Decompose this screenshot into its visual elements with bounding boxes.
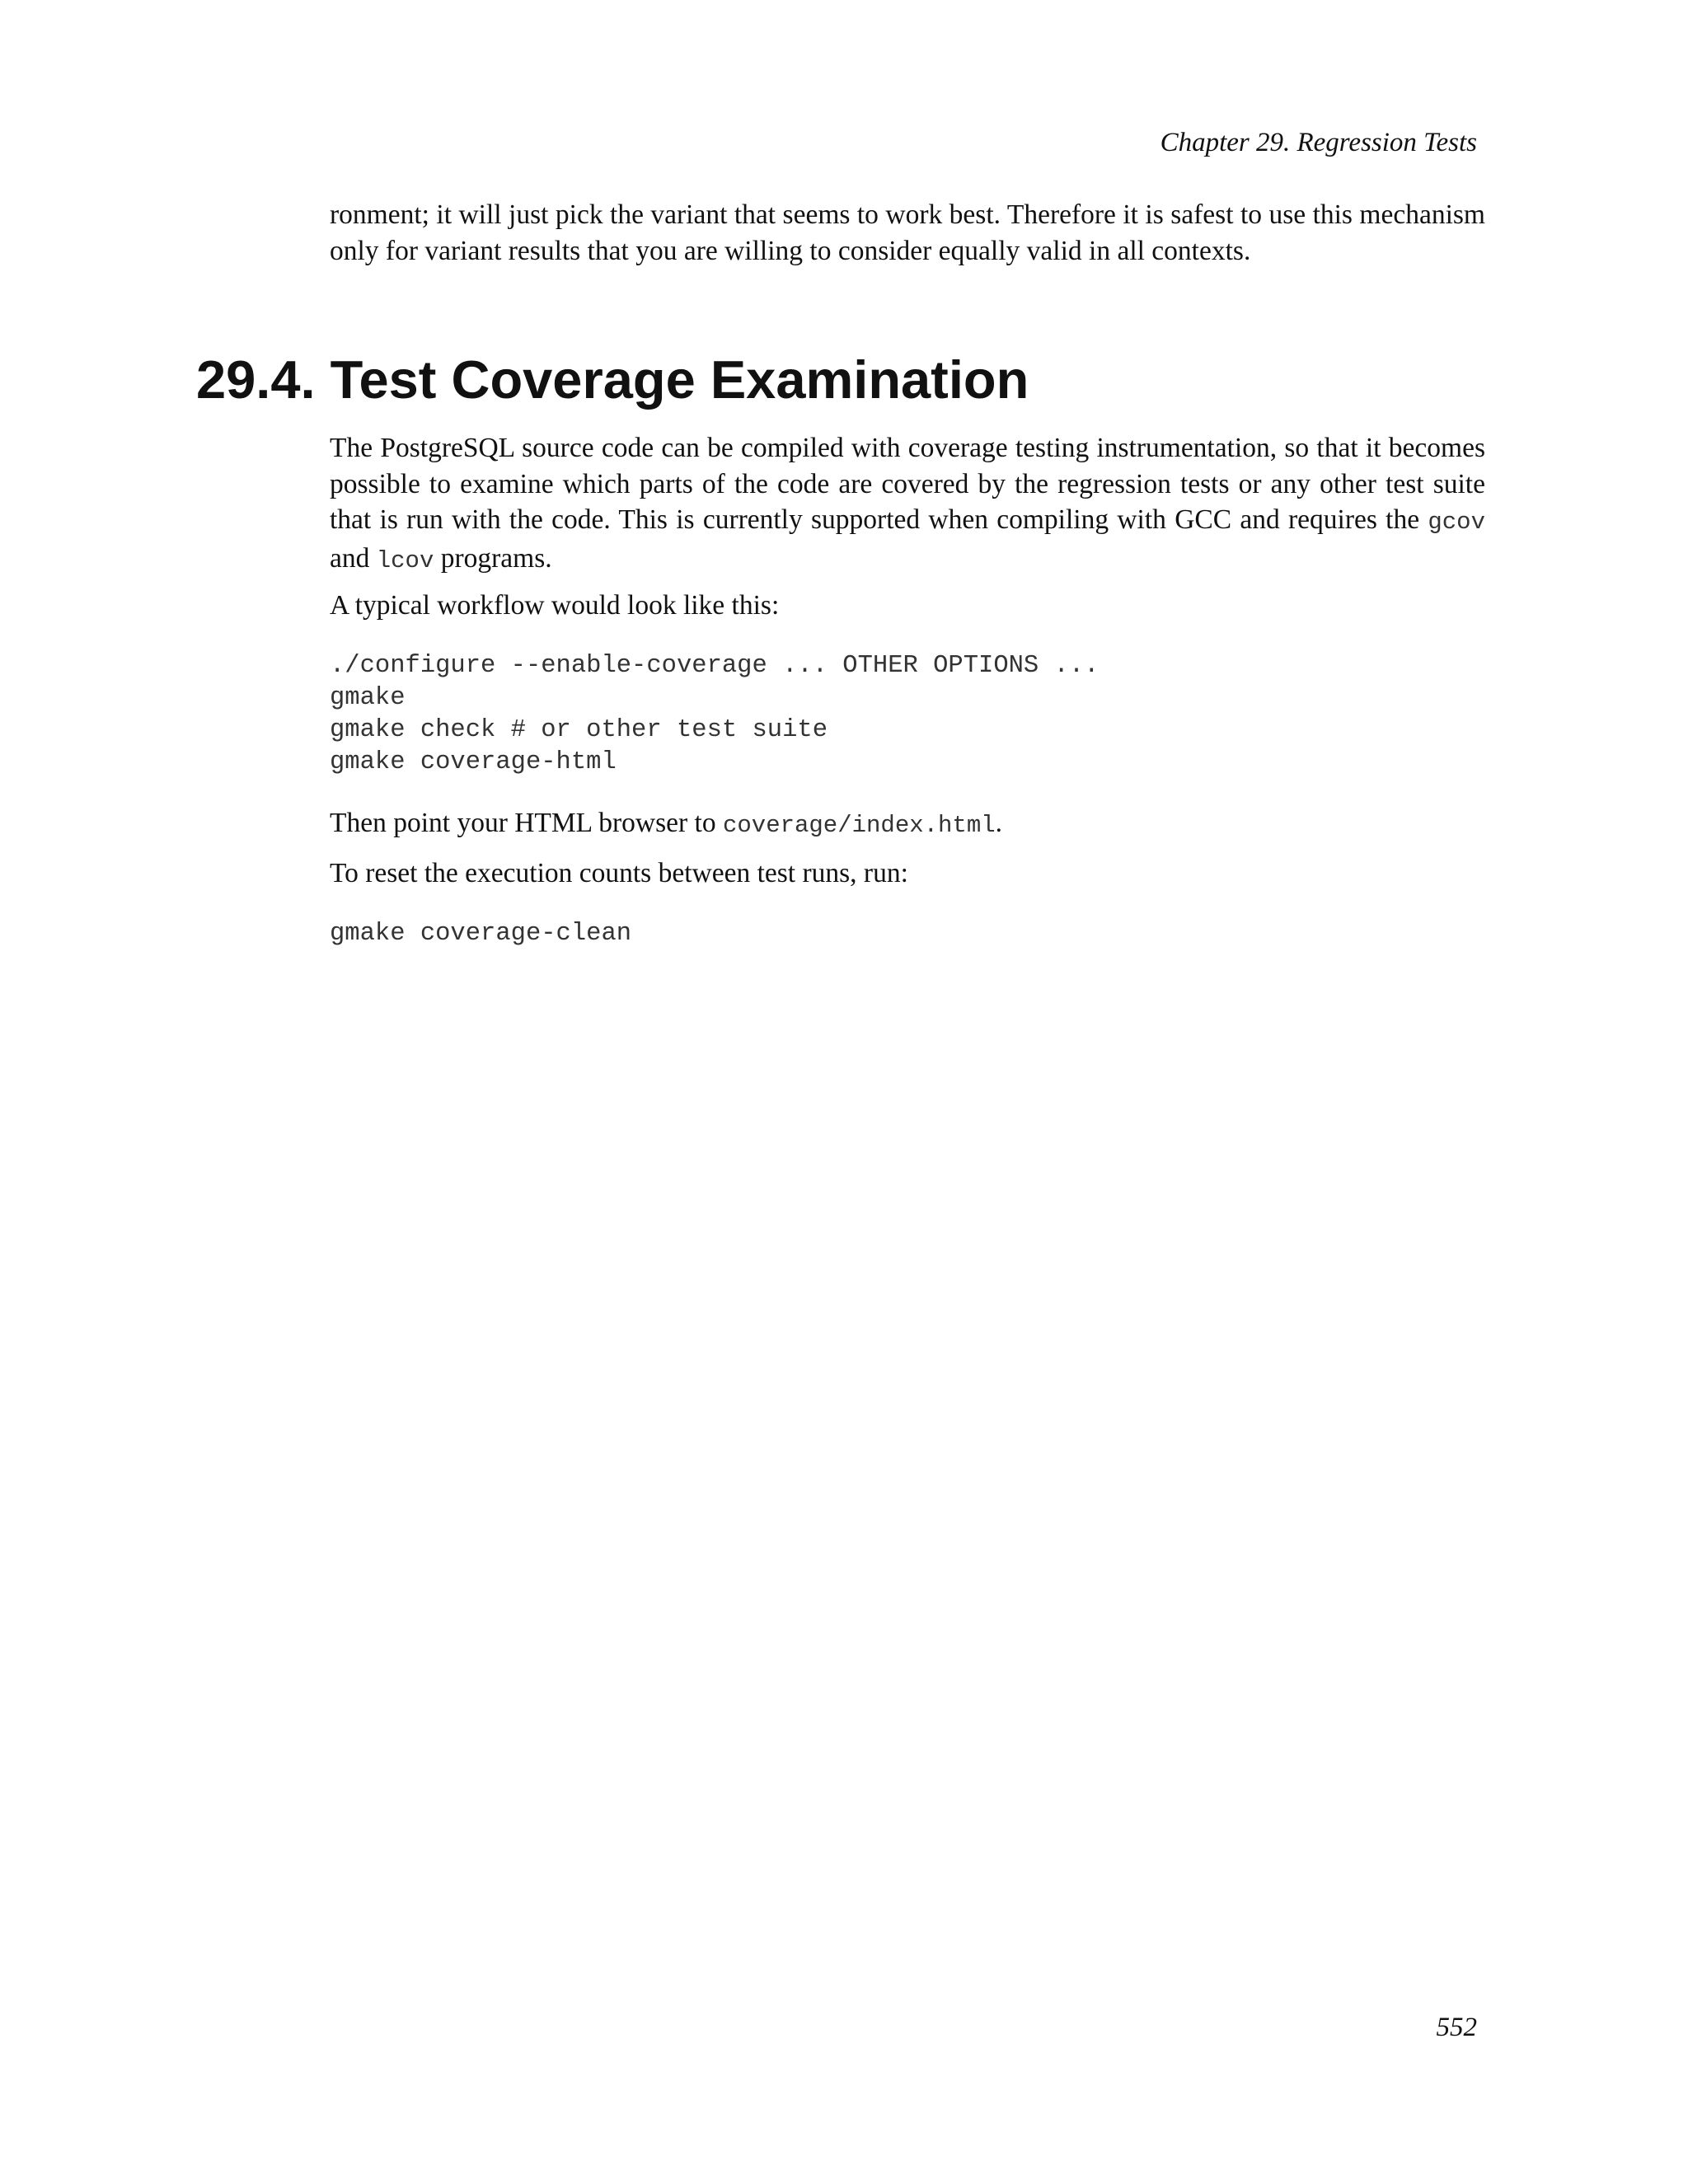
browser-text-part1: Then point your HTML browser to bbox=[330, 808, 723, 838]
code-line: gmake bbox=[330, 684, 406, 712]
page-number: 552 bbox=[1436, 2013, 1477, 2042]
reset-code-block bbox=[330, 918, 631, 950]
coverage-index-path-code: coverage/index.html bbox=[722, 812, 996, 839]
code-line: ./configure --enable-coverage ... OTHER OPTIONS ... bbox=[330, 652, 1100, 680]
intro-text: ronment; it will just pick the variant that seems to work best. Therefore it is safest to use this mechanism only for variant results that you are willing to consider equally valid in all contexts. bbox=[330, 199, 1485, 266]
workflow-code-block bbox=[330, 650, 1099, 779]
lcov-code: lcov bbox=[376, 546, 434, 574]
coverage-description-text bbox=[330, 430, 1485, 579]
intro-paragraph bbox=[330, 197, 1485, 269]
running-header: Chapter 29. Regression Tests bbox=[1160, 128, 1477, 157]
coverage-description-paragraph bbox=[330, 430, 1485, 579]
description-text-part1: The PostgreSQL source code can be compiled with coverage testing instrumentation, so that it becomes possible to examine which parts of the code are covered by the regression tests or any other test suite that is run with the code. This is currently supported when compiling with GCC and requires the bbox=[330, 433, 1485, 535]
workflow-label: A typical workflow would look like this: bbox=[330, 590, 780, 621]
description-text-part3: programs. bbox=[434, 542, 552, 574]
browser-text-part2: . bbox=[995, 808, 1003, 838]
section-title: 29.4. Test Coverage Examination bbox=[196, 349, 1029, 410]
gcov-code: gcov bbox=[1428, 509, 1485, 536]
code-line: gmake coverage-html bbox=[330, 748, 617, 776]
code-line: gmake check # or other test suite bbox=[330, 716, 828, 744]
browser-paragraph bbox=[330, 805, 1002, 844]
code-line: gmake coverage-clean bbox=[330, 920, 632, 948]
reset-label: To reset the execution counts between test runs, run: bbox=[330, 858, 908, 888]
description-text-part2: and bbox=[330, 542, 377, 574]
